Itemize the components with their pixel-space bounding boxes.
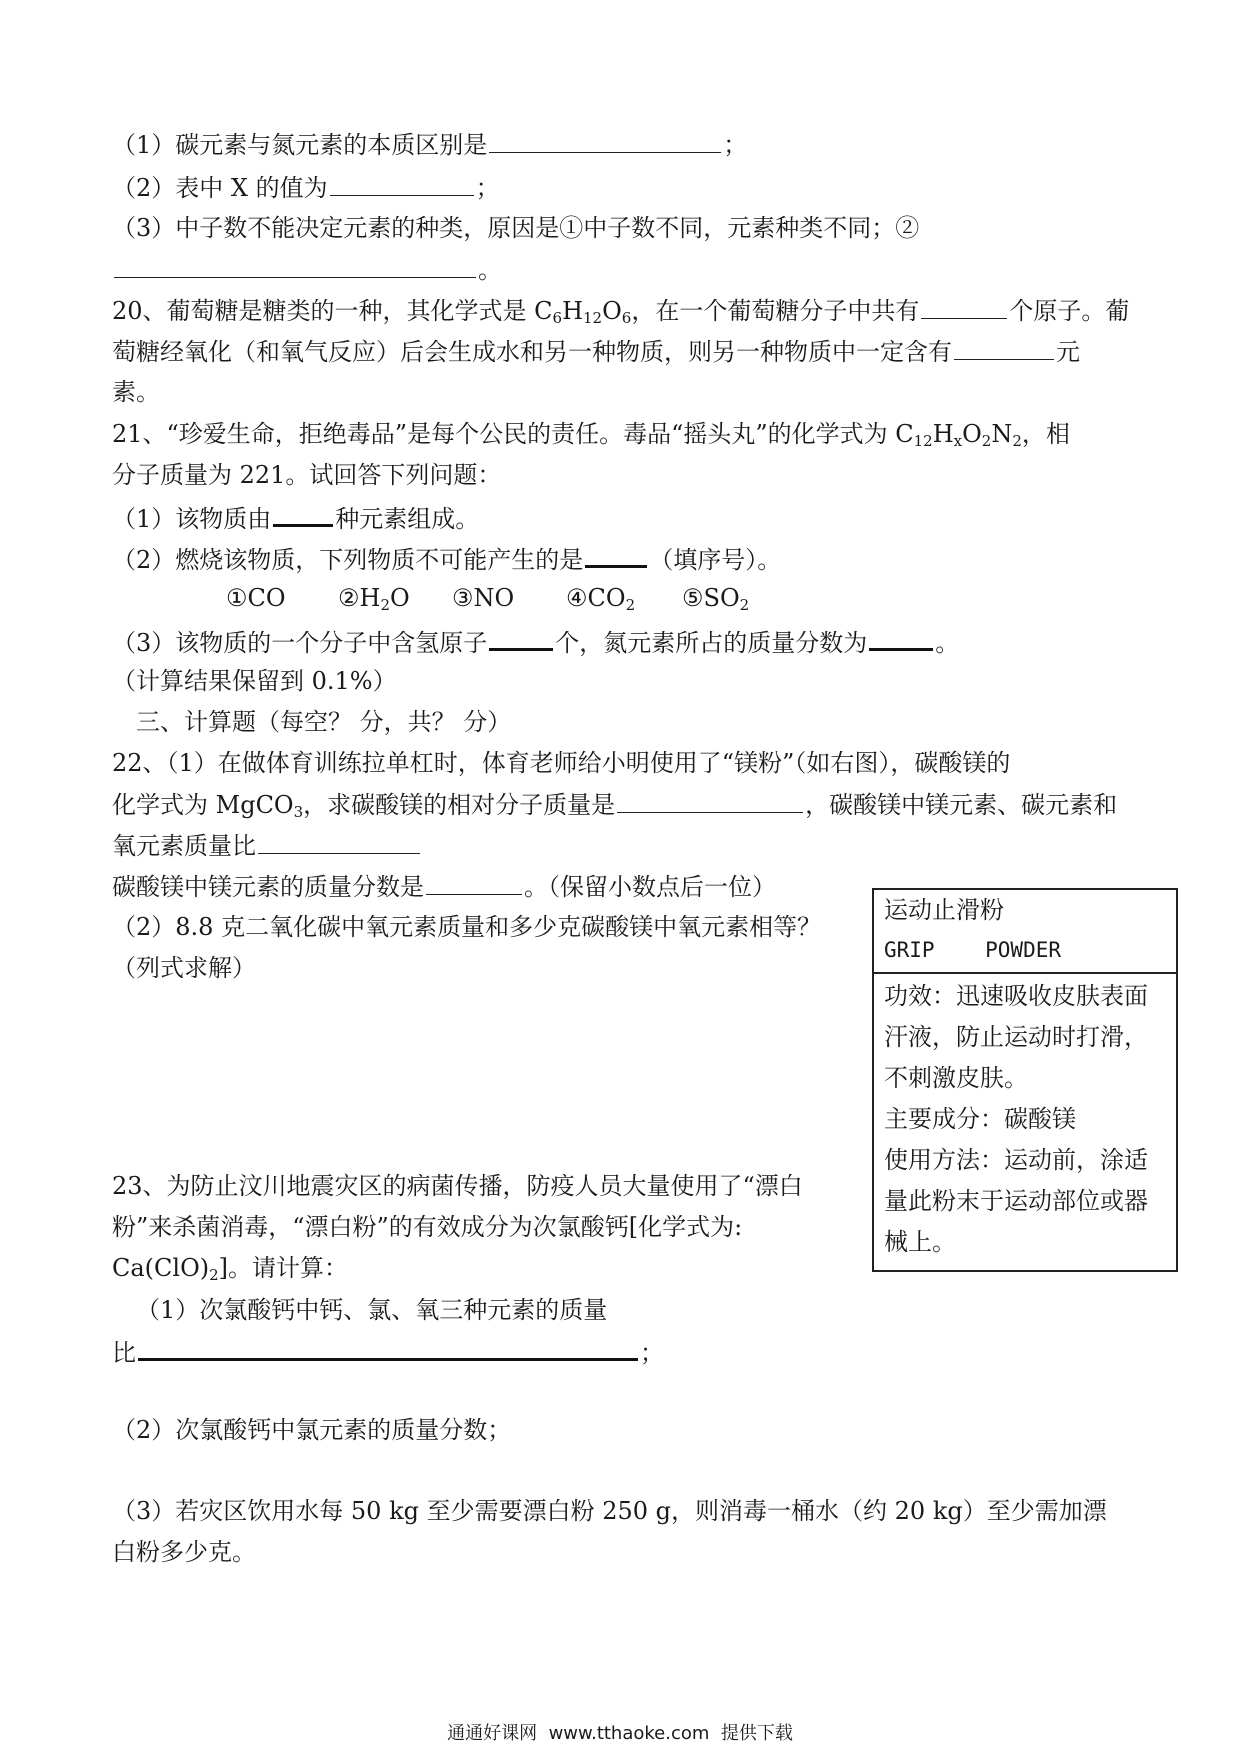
q20-line1: 20、葡萄糖是糖类的一种，其化学式是 $C_6H_{12}O_6$，在一个葡萄糖分子中共有 个原子。葡 — [112, 294, 1129, 327]
product-label-body — [872, 972, 1178, 1272]
answer-blank[interactable] — [258, 829, 420, 854]
answer-blank[interactable] — [426, 870, 522, 895]
answer-blank[interactable] — [921, 294, 1007, 319]
label-line: 主要成分：碳酸镁 — [884, 1105, 1076, 1133]
q21-note: （计算结果保留到 0.1%） — [112, 667, 397, 695]
q21-part1: （1）该物质由 种元素组成。 — [112, 500, 479, 535]
q23-part2: （2）次氯酸钙中氯元素的质量分数； — [112, 1416, 512, 1444]
q21-option-2: $②H_2O$ — [338, 584, 410, 614]
q22-line2: 化学式为 MgCO$_3$，求碳酸镁的相对分子质量是 ，碳酸镁中镁元素、碳元素和 — [112, 788, 1117, 821]
q22-part2: （2）8.8 克二氧化碳中氧元素质量和多少克碳酸镁中氧元素相等？ — [112, 913, 822, 941]
q21-part2: （2）燃烧该物质，下列物质不可能产生的是 （填序号）。 — [112, 541, 781, 576]
product-label-header — [872, 888, 1178, 974]
q23-line3: $Ca(ClO)_2$]。请计算： — [112, 1254, 349, 1284]
q23-line2: 粉”来杀菌消毒，“漂白粉”的有效成分为次氯酸钙[化学式为: — [112, 1213, 743, 1241]
q19-part3: （3）中子数不能决定元素的种类，原因是①中子数不同，元素种类不同；② — [112, 214, 920, 242]
q21-part3: （3）该物质的一个分子中含氢原子 个，氮元素所占的质量分数为 。 — [112, 624, 959, 659]
product-subtitle: GRIP POWDER — [884, 938, 1062, 962]
q22-line1: 22、（1）在做体育训练拉单杠时，体育老师给小明使用了“镁粉”（如右图），碳酸镁的 — [112, 749, 1011, 777]
q21-option-4: $④CO_2$ — [566, 584, 636, 614]
q21-line2: 分子质量为 221。试回答下列问题： — [112, 461, 502, 489]
q22-line4: 碳酸镁中镁元素的质量分数是 。（保留小数点后一位） — [112, 870, 776, 903]
q21-line1: 21、“珍爱生命，拒绝毒品”是每个公民的责任。毒品“摇头丸”的化学式为 $C_{12}H_xO_2N_2$，相 — [112, 420, 1070, 450]
answer-blank[interactable] — [138, 1336, 638, 1361]
label-line: 不刺激皮肤。 — [884, 1064, 1028, 1092]
q23-part3-line1: （3）若灾区饮用水每 50 kg 至少需要漂白粉 250 g，则消毒一桶水（约 20 kg）至少需加漂 — [112, 1497, 1107, 1525]
q22-part2-note: （列式求解） — [112, 954, 256, 982]
label-line: 功效：迅速吸收皮肤表面 — [884, 982, 1148, 1010]
answer-blank[interactable] — [617, 788, 803, 813]
answer-blank[interactable] — [489, 128, 721, 153]
q22-line3: 氧元素质量比 — [112, 829, 422, 862]
answer-blank[interactable] — [273, 500, 333, 527]
q23-part1-cont: 比 ； — [112, 1336, 664, 1369]
answer-blank[interactable] — [330, 171, 474, 196]
page-footer: 通通好课网 www.tthaoke.com 提供下载 — [447, 1723, 793, 1744]
answer-blank[interactable] — [954, 335, 1054, 360]
q23-part1: （1）次氯酸钙中钙、氯、氧三种元素的质量 — [136, 1296, 608, 1324]
q21-option-1: ①CO — [226, 584, 286, 612]
label-line: 汗液，防止运动时打滑， — [884, 1023, 1148, 1051]
answer-blank[interactable] — [489, 624, 553, 651]
answer-blank[interactable] — [869, 624, 933, 651]
label-line: 使用方法：运动前，涂适 — [884, 1146, 1148, 1174]
answer-blank[interactable] — [114, 253, 476, 278]
q20-line2: 萄糖经氧化（和氧气反应）后会生成水和另一种物质，则另一种物质中一定含有 元 — [112, 335, 1080, 368]
q21-option-5: $⑤SO_2$ — [682, 584, 750, 614]
section-heading: 三、计算题（每空？ 分，共？ 分） — [136, 708, 512, 736]
q19-part3-cont: 。 — [112, 253, 502, 286]
q19-part2: （2）表中 X 的值为 ； — [112, 171, 500, 204]
q23-part3-line2: 白粉多少克。 — [112, 1538, 256, 1566]
answer-blank[interactable] — [585, 541, 647, 568]
q19-part1: （1）碳元素与氮元素的本质区别是 ； — [112, 128, 747, 161]
q20-line3: 素。 — [112, 378, 160, 406]
label-line: 械上。 — [884, 1228, 956, 1256]
label-line: 量此粉末于运动部位或器 — [884, 1187, 1148, 1215]
q21-option-3: ③NO — [452, 584, 515, 612]
product-title: 运动止滑粉 — [884, 896, 1004, 924]
q23-line1: 23、为防止汶川地震灾区的病菌传播，防疫人员大量使用了“漂白 — [112, 1172, 803, 1200]
